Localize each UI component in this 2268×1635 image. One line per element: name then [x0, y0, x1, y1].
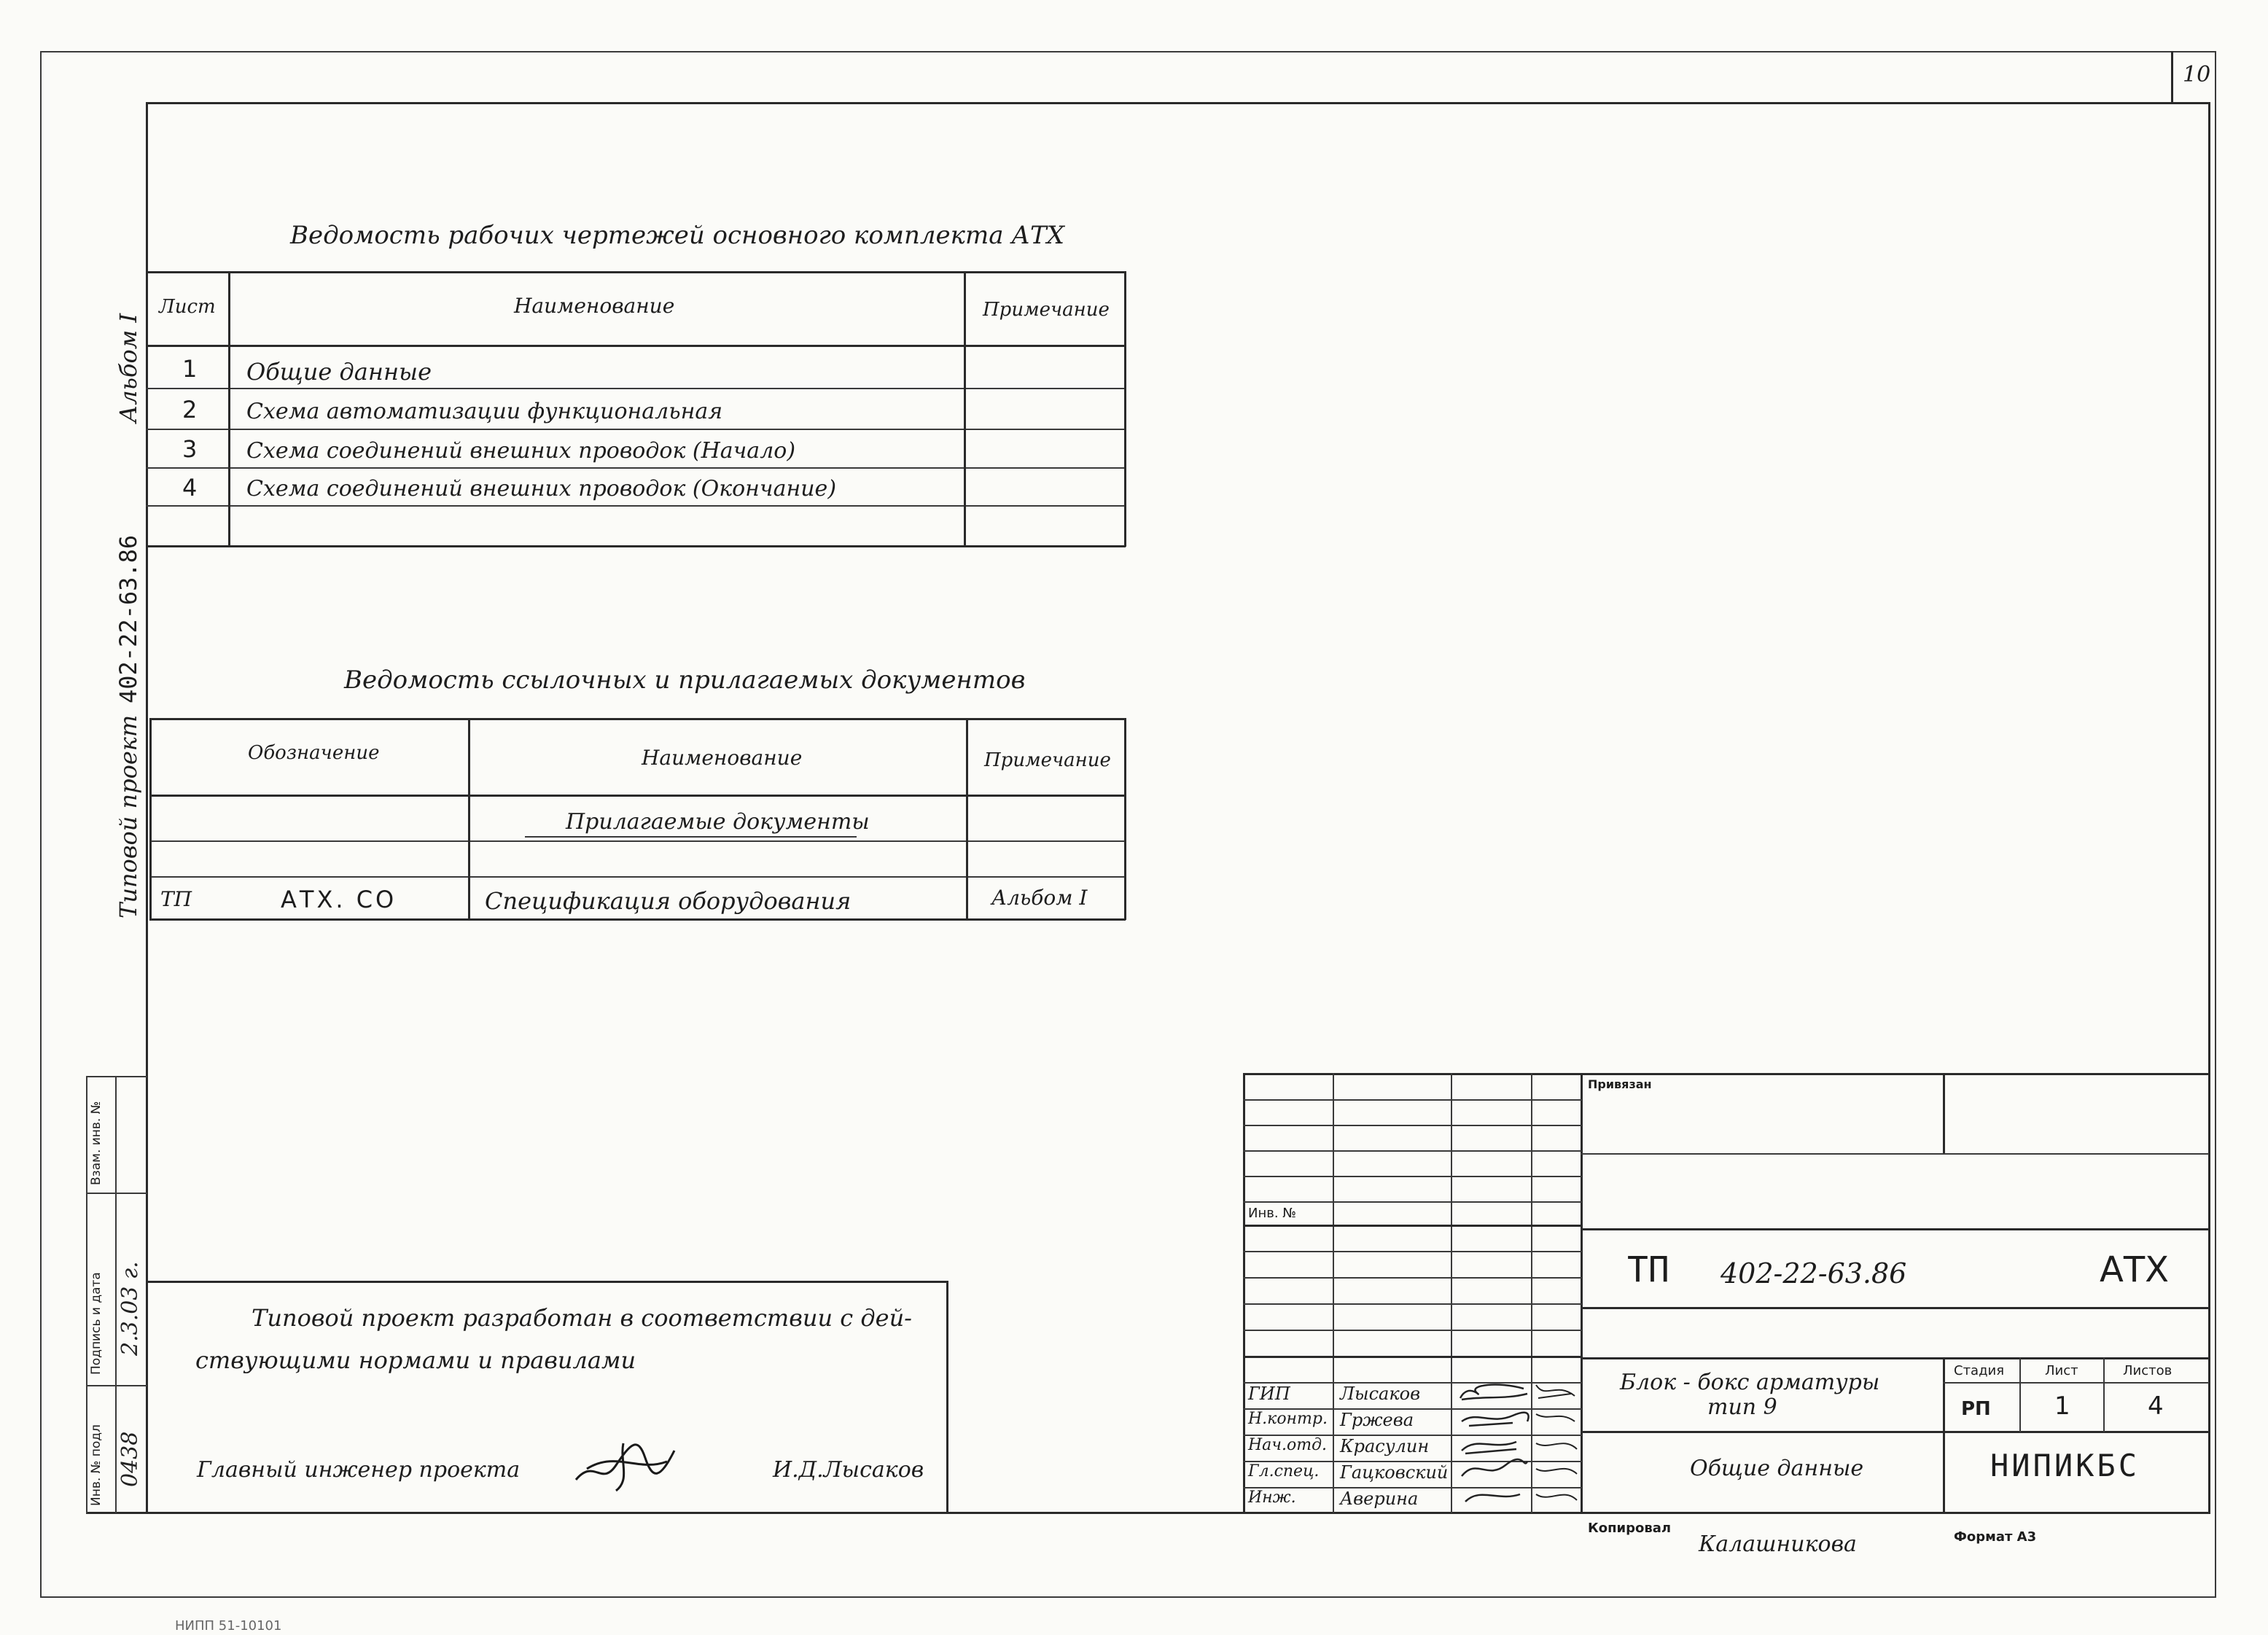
- table1-row-name: Схема соединений внешних проводок (Начало): [246, 438, 796, 464]
- tb-sheet-label: Лист: [2045, 1363, 2078, 1378]
- signer-role: Н.контр.: [1248, 1410, 1328, 1428]
- table1-line-bottom: [146, 545, 1126, 547]
- margin-stamp-inv-podl: Инв. № подл: [89, 1424, 104, 1506]
- table2-header-name: Наименование: [642, 746, 803, 770]
- table1-line-r2: [146, 429, 1126, 430]
- tb-sheets-label: Листов: [2123, 1363, 2172, 1378]
- table1-line-r1: [146, 388, 1126, 389]
- tb-col-b: [1451, 1073, 1452, 1513]
- margin-stamp-mid: [115, 1076, 117, 1513]
- tb-inv-no: Инв. №: [1248, 1206, 1297, 1221]
- table2-row-name: Спецификация оборудования: [485, 887, 852, 915]
- chief-engineer-name: И.Д.Лысаков: [773, 1457, 924, 1483]
- frame-right: [2208, 102, 2210, 1513]
- tb-sheet: 1: [2054, 1392, 2070, 1421]
- margin-stamp-inv-value: 0438: [117, 1431, 143, 1487]
- margin-stamp-sep2: [86, 1385, 147, 1386]
- tb-grid-row: [1243, 1277, 1582, 1279]
- frame-bottom: [86, 1512, 2210, 1514]
- margin-stamp-left: [86, 1076, 87, 1513]
- table2-title: Ведомость ссылочных и прилагаемых документов: [344, 666, 1026, 695]
- tb-object-bottom: [1581, 1431, 2209, 1433]
- footer-format-label: Формат А3: [1954, 1529, 2037, 1545]
- footer-copied-label: Копировал: [1588, 1521, 1672, 1536]
- signer-name: Гацковский: [1340, 1462, 1449, 1483]
- side-label-code: 402-22-63.86: [114, 534, 142, 703]
- tb-left-top: [1243, 1073, 2210, 1075]
- table1-header-sheet: Лист: [159, 296, 216, 318]
- tb-code-bottom: [1581, 1307, 2209, 1309]
- tb-sheets: 4: [2148, 1392, 2164, 1421]
- table1-col-right: [1124, 271, 1126, 547]
- table2-section-underline: [525, 836, 857, 838]
- table2-col-right: [1124, 718, 1126, 920]
- outer-frame-top: [40, 51, 2216, 52]
- frame-left: [146, 102, 148, 1513]
- chief-engineer-label: Главный инженер проекта: [197, 1457, 521, 1483]
- signer-name: Гржева: [1340, 1410, 1414, 1430]
- tb-privyazan-div: [1943, 1073, 1945, 1155]
- page-number-box-left: [2171, 51, 2173, 104]
- chief-engineer-signature: [572, 1429, 682, 1494]
- margin-stamp-sign-value: 2.3.03 г.: [117, 1261, 143, 1356]
- table1-row-sheet: 3: [182, 435, 198, 463]
- tb-grid-row: [1243, 1303, 1582, 1305]
- signer-name: Аверина: [1340, 1488, 1419, 1509]
- signer-name: Лысаков: [1340, 1384, 1421, 1404]
- note-box-top: [146, 1281, 948, 1283]
- tb-object-line1: Блок - бокс арматуры: [1620, 1370, 1880, 1395]
- tb-privyazan-bottom: [1581, 1153, 2209, 1155]
- tb-code-top: [1581, 1228, 2209, 1230]
- tb-grid-row: [1243, 1225, 1582, 1227]
- frame-top: [146, 102, 2210, 104]
- tb-stage-div: [1943, 1357, 1945, 1513]
- table1-header-note: Примечание: [983, 299, 1110, 321]
- table2-section-title: Прилагаемые документы: [566, 809, 870, 835]
- side-label-album: Альбом I: [114, 313, 142, 423]
- table1-line-header: [146, 345, 1126, 347]
- tb-org: НИПИКБС: [1990, 1448, 2140, 1483]
- tb-stage-col1: [2019, 1357, 2021, 1432]
- table2-header-designation: Обозначение: [248, 742, 380, 764]
- signer-role: ГИП: [1248, 1384, 1290, 1404]
- signer-role: Инж.: [1248, 1488, 1296, 1507]
- table1-row-sheet: 1: [182, 355, 198, 383]
- table2-col-div1: [468, 718, 470, 920]
- tb-object-line2: тип 9: [1707, 1394, 1777, 1420]
- table2-line-top: [149, 718, 1126, 720]
- footer-bottom-code: НИПП 51-10101: [175, 1618, 282, 1634]
- note-box-right: [946, 1281, 948, 1513]
- table2-header-note: Примечание: [984, 749, 1111, 771]
- tb-grid-row: [1243, 1330, 1582, 1331]
- tb-grid-row: [1243, 1251, 1582, 1252]
- table2-col-div2: [966, 718, 968, 920]
- tb-privyazan: Привязан: [1588, 1077, 1652, 1091]
- page-number: 10: [2183, 62, 2211, 87]
- tb-object-top: [1581, 1357, 2209, 1359]
- table1-title: Ведомость рабочих чертежей основного комплекта АТХ: [290, 221, 1064, 250]
- tb-grid-row: [1243, 1125, 1582, 1126]
- table1-line-top: [146, 271, 1126, 273]
- table1-line-r4: [146, 505, 1126, 507]
- table1-row-name: Схема автоматизации функциональная: [246, 399, 723, 424]
- tb-grid-row: [1243, 1150, 1582, 1152]
- margin-stamp-top: [86, 1076, 147, 1077]
- table2-col-left: [149, 718, 152, 920]
- signer-name: Красулин: [1340, 1436, 1430, 1456]
- tb-col-a: [1333, 1073, 1334, 1513]
- table1-col-div1: [228, 271, 230, 547]
- tb-code-suffix: АТХ: [2100, 1249, 2170, 1290]
- table2-row-prefix: ТП: [160, 887, 192, 911]
- tb-grid-row: [1243, 1176, 1582, 1177]
- signer-role: Нач.отд.: [1248, 1436, 1328, 1454]
- table1-row-sheet: 2: [182, 396, 198, 424]
- outer-frame-left: [40, 51, 42, 1598]
- signer-signatures: [1454, 1378, 1582, 1513]
- table1-header-name: Наименование: [514, 294, 675, 318]
- tb-code-prefix: ТП: [1627, 1249, 1669, 1290]
- table1-row-name: Общие данные: [246, 358, 432, 386]
- tb-grid-row: [1243, 1201, 1582, 1203]
- tb-code: 402-22-63.86: [1721, 1257, 1907, 1289]
- tb-grid-row: [1243, 1099, 1582, 1101]
- tb-stage-header-line: [1943, 1382, 2209, 1384]
- table1-row-name: Схема соединений внешних проводок (Окончание): [246, 476, 837, 502]
- tb-stage-label: Стадия: [1954, 1363, 2005, 1378]
- outer-frame-right: [2215, 51, 2216, 1598]
- signer-role: Гл.спец.: [1248, 1462, 1320, 1480]
- table2-line-r2: [149, 876, 1126, 878]
- tb-left-edge: [1243, 1073, 1245, 1513]
- note-line1: Типовой проект разработан в соответствии с дей-: [252, 1304, 912, 1332]
- table1-col-div2: [964, 271, 966, 547]
- footer-copied-name: Калашникова: [1699, 1531, 1857, 1557]
- table2-line-bottom: [149, 918, 1126, 921]
- side-label-project-type: Типовой проект: [114, 714, 142, 918]
- table1-line-r3: [146, 467, 1126, 469]
- tb-grid-row: [1243, 1356, 1582, 1358]
- table2-line-header: [149, 795, 1126, 797]
- margin-stamp-sep1: [86, 1193, 147, 1194]
- table2-row-designation: АТХ. СО: [281, 886, 397, 913]
- tb-sheet-title: Общие данные: [1690, 1456, 1864, 1481]
- tb-stage: РП: [1961, 1398, 1991, 1420]
- table2-line-r1: [149, 840, 1126, 842]
- note-line2: ствующими нормами и правилами: [195, 1346, 636, 1374]
- outer-frame-bottom: [40, 1596, 2216, 1598]
- table2-row-note: Альбом I: [991, 886, 1088, 910]
- tb-stage-col2: [2103, 1357, 2105, 1432]
- margin-stamp-vzam-inv: Взам. инв. №: [89, 1101, 104, 1185]
- margin-stamp-sign-date: Подпись и дата: [89, 1272, 104, 1375]
- table1-row-sheet: 4: [182, 474, 198, 502]
